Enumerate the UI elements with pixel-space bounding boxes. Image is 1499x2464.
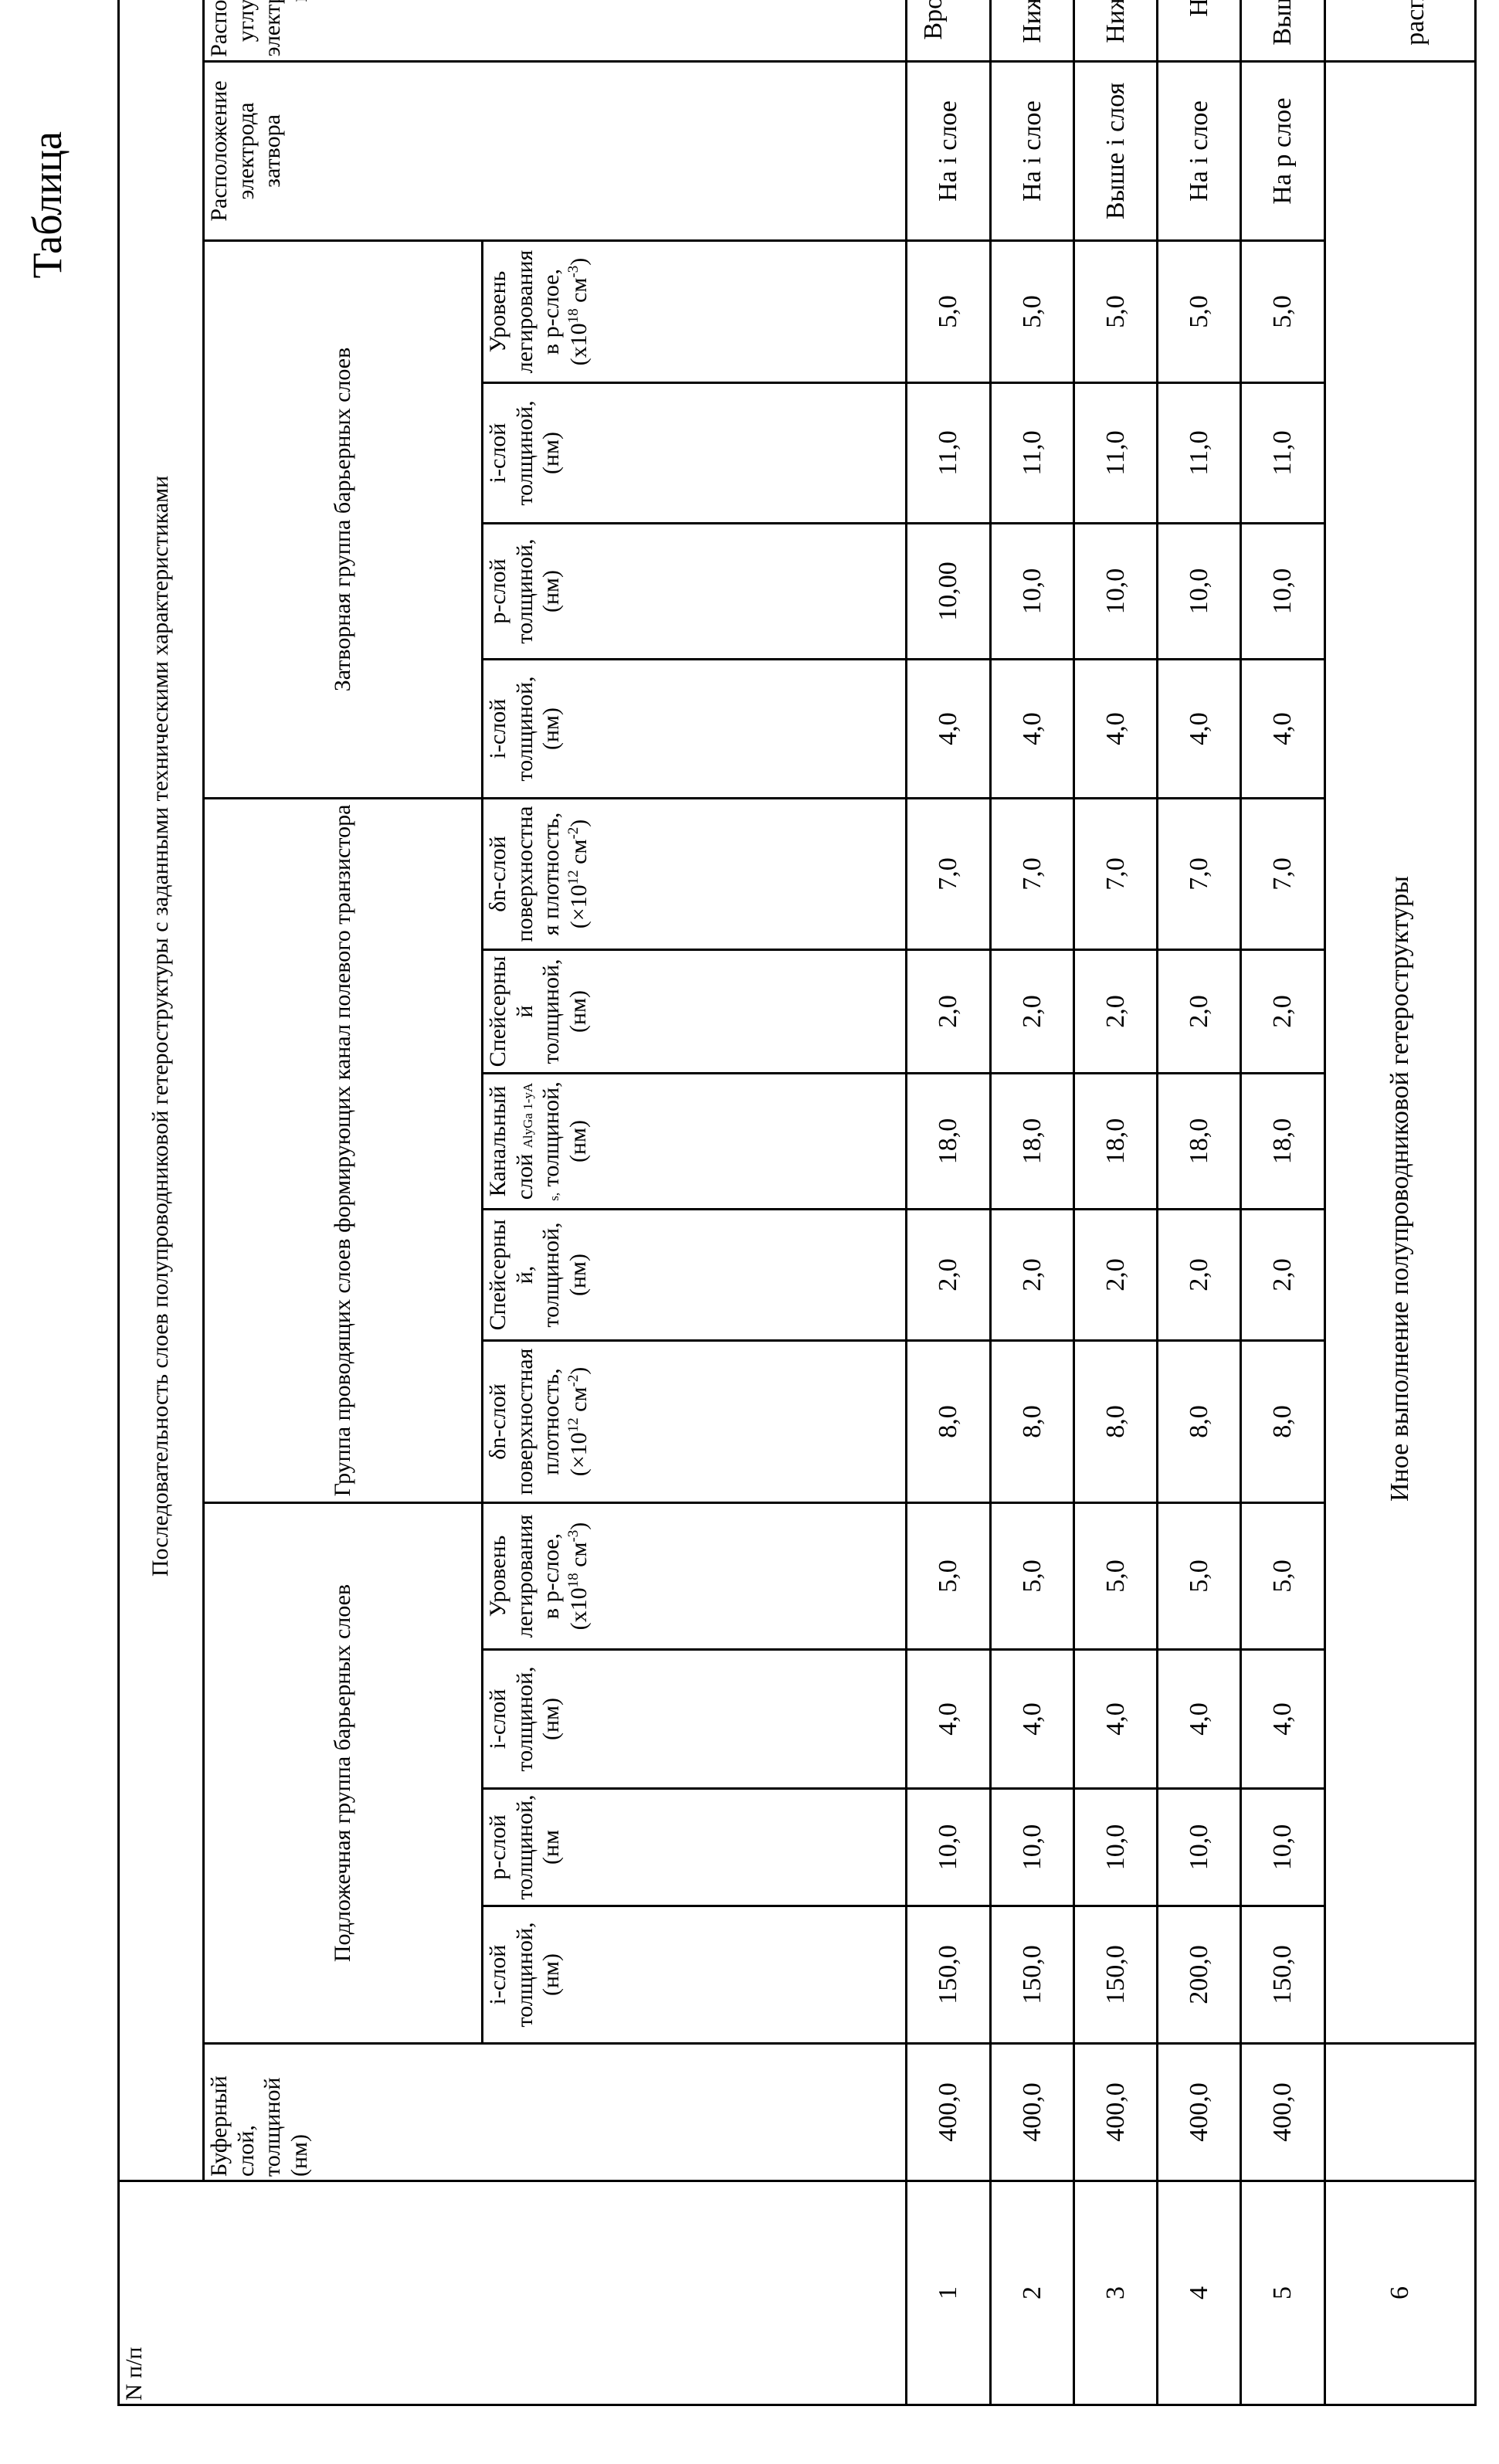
doping-exp: 18	[565, 1573, 582, 1587]
doping-unit-exp: -3	[565, 1530, 582, 1543]
cell-s-i2: 4,0	[1241, 1650, 1324, 1789]
table-row-6	[1324, 0, 1475, 2405]
cell-s-i: 150,0	[907, 1906, 990, 2044]
cell-c-dn1: 8,0	[1158, 1341, 1241, 1503]
header-gate-doping: Уровень легирования в p-слое, (x1018 см-3)	[483, 241, 907, 383]
cell-s-dop: 5,0	[907, 1503, 990, 1650]
cell-c-ch: 18,0	[907, 1074, 990, 1210]
cell-c-sp1: 2,0	[907, 1210, 990, 1341]
cell-buffer: 400,0	[990, 2044, 1073, 2181]
cell-buffer: 400,0	[907, 2044, 990, 2181]
cell-c-dn2: 7,0	[1158, 799, 1241, 950]
cell-g-p: 10,0	[1241, 524, 1324, 660]
cell-g-dop: 5,0	[1158, 241, 1241, 383]
doping-unit: см	[566, 1543, 592, 1567]
cell-gate: На i слое	[907, 62, 990, 241]
cell-c-sp2: 2,0	[1241, 950, 1324, 1074]
cell-g-dop: 5,0	[990, 241, 1073, 383]
cell-n: 1	[907, 2181, 990, 2405]
cell-g-dop: 5,0	[1241, 241, 1324, 383]
cell-s-i: 200,0	[1158, 1906, 1241, 2044]
cell-c-dn2: 7,0	[1241, 799, 1324, 950]
cell-other-structure: Иное выполнение полупроводниковой гетероструктуры	[1324, 62, 1475, 2044]
doping-label: Уровень легирования в p-слое, (x10	[485, 1515, 592, 1638]
header-cond-spacer2: Спейсерный толщиной, (нм)	[483, 950, 907, 1074]
results-table	[117, 0, 1477, 2406]
cell-c-sp2: 2,0	[1073, 950, 1157, 1074]
header-sub-i: i-слой толщиной, (нм)	[483, 1906, 907, 2044]
dn-label: δn-слой поверхностная плотность, (×10	[485, 1349, 592, 1495]
cell-gate: На i слое	[1158, 62, 1241, 241]
cell-c-sp2: 2,0	[1158, 950, 1241, 1074]
cell-gate: Выше i слоя	[1073, 62, 1157, 241]
doping-exp: 18	[565, 308, 582, 323]
cell-s-p: 10,0	[990, 1789, 1073, 1906]
header-gate-i2: i-слой толщиной, (нм)	[483, 383, 907, 524]
cell-c-dn1: 8,0	[1241, 1341, 1324, 1503]
cell-s-p: 10,0	[1158, 1789, 1241, 1906]
header-sub-doping: Уровень легирования в p-слое, (x1018 см-3)	[483, 1503, 907, 1650]
header-conduct-group: Группа проводящих слоев формирующих канал полевого транзистора	[204, 799, 483, 1503]
table-row	[907, 0, 990, 2405]
header-gate-group: Затворная группа барьерных слоев	[204, 241, 483, 799]
cell-n: 2	[990, 2181, 1073, 2405]
header-sequence: Последовательность слоев полупроводниковой гетероструктуры с заданными техническими характеристиками	[119, 0, 204, 2181]
cell-s-dop: 5,0	[1241, 1503, 1324, 1650]
dn-label: δn-слой поверхностная плотность, (×10	[485, 806, 592, 942]
dn-unit: см	[566, 1387, 592, 1412]
cell-recess	[1073, 0, 1157, 62]
cell-g-p: 10,00	[907, 524, 990, 660]
cell-recess	[1158, 0, 1241, 62]
cell-s-i2: 4,0	[1158, 1650, 1241, 1789]
header-cond-dn1: δn-слой поверхностная плотность, (×1012 см-2)	[483, 1341, 907, 1503]
cell-c-sp1: 2,0	[1241, 1210, 1324, 1341]
cell-s-dop: 5,0	[1073, 1503, 1157, 1650]
doping-unit: см	[566, 278, 592, 303]
cell-gate: На p слое	[1241, 62, 1324, 241]
cell-c-ch: 18,0	[1073, 1074, 1157, 1210]
cell-g-i2: 11,0	[1073, 383, 1157, 524]
header-cond-channel	[483, 1074, 907, 1210]
page-title: Таблица	[23, 131, 71, 278]
cell-c-sp2: 2,0	[990, 950, 1073, 1074]
cell-n: 4	[1158, 2181, 1241, 2405]
cell-gate	[1324, 0, 1475, 62]
header-gate-p: p-слой толщиной, (нм)	[483, 524, 907, 660]
cell-c-dn1: 8,0	[907, 1341, 990, 1503]
cell-s-p: 10,0	[1073, 1789, 1157, 1906]
cell-s-i2: 4,0	[990, 1650, 1073, 1789]
cell-g-i: 4,0	[990, 660, 1073, 799]
dn-exp: 12	[565, 1417, 582, 1432]
cell-n: 6	[1324, 2181, 1475, 2405]
rotated-page	[0, 0, 1499, 2464]
cell-g-i: 4,0	[1158, 660, 1241, 799]
doping-unit-exp: -3	[565, 266, 582, 278]
table-row	[1073, 0, 1157, 2405]
cell-g-i2: 11,0	[1241, 383, 1324, 524]
cell-c-ch: 18,0	[1241, 1074, 1324, 1210]
header-cond-spacer1: Спейсерный, толщиной, (нм)	[483, 1210, 907, 1341]
header-sub-i2: i-слой толщиной, (нм)	[483, 1650, 907, 1789]
cell-gate: На i слое	[990, 62, 1073, 241]
cell-c-dn2: 7,0	[907, 799, 990, 950]
cell-s-i: 150,0	[1073, 1906, 1157, 2044]
cell-c-sp2: 2,0	[907, 950, 990, 1074]
dn-unit-exp: -2	[565, 827, 582, 840]
cell-g-i: 4,0	[907, 660, 990, 799]
cell-buffer: 400,0	[1073, 2044, 1157, 2181]
cell-g-dop: 5,0	[907, 241, 990, 383]
cell-buffer: 400,0	[1241, 2044, 1324, 2181]
table-row	[1158, 0, 1241, 2405]
cell-g-i2: 11,0	[990, 383, 1073, 524]
header-substrate-group: Подложечная группа барьерных слоев	[204, 1503, 483, 2044]
cell-n: 5	[1241, 2181, 1324, 2405]
cell-g-i: 4,0	[1073, 660, 1157, 799]
cell-c-sp1: 2,0	[1158, 1210, 1241, 1341]
channel-label: Канальный слой	[485, 1086, 538, 1200]
header-gate-i: i-слой толщиной, (нм)	[483, 660, 907, 799]
cell-n: 3	[1073, 2181, 1157, 2405]
cell-c-ch: 18,0	[1158, 1074, 1241, 1210]
cell-s-dop: 5,0	[1158, 1503, 1241, 1650]
cell-g-dop: 5,0	[1073, 241, 1157, 383]
cell-g-p: 10,0	[1073, 524, 1157, 660]
cell-s-i2: 4,0	[1073, 1650, 1157, 1789]
cell-c-dn1: 8,0	[990, 1341, 1073, 1503]
cell-buffer-empty	[1324, 2044, 1475, 2181]
cell-recess	[1241, 0, 1324, 62]
cell-g-i: 4,0	[1241, 660, 1324, 799]
header-recess	[204, 0, 907, 62]
cell-recess	[990, 0, 1073, 62]
cell-g-i2: 11,0	[1158, 383, 1241, 524]
table-row	[1241, 0, 1324, 2405]
cell-c-dn2: 7,0	[1073, 799, 1157, 950]
header-gate-electrode: Расположение электрода затвора	[204, 62, 907, 241]
cell-recess	[907, 0, 990, 62]
doping-label: Уровень легирования в p-слое, (x10	[485, 250, 592, 374]
cell-s-i: 150,0	[1241, 1906, 1324, 2044]
dn-unit: см	[566, 840, 592, 864]
dn-unit-exp: -2	[565, 1375, 582, 1387]
dn-exp: 12	[565, 870, 582, 884]
cell-buffer: 400,0	[1158, 2044, 1241, 2181]
cell-g-p: 10,0	[990, 524, 1073, 660]
cell-c-dn1: 8,0	[1073, 1341, 1157, 1503]
header-cond-dn2: δn-слой поверхностная плотность, (×1012 см-2)	[483, 799, 907, 950]
cell-g-p: 10,0	[1158, 524, 1241, 660]
header-sub-p: p-слой толщиной, (нм	[483, 1789, 907, 1906]
channel-unit: толщиной, (нм)	[538, 1081, 591, 1186]
cell-g-i2: 11,0	[907, 383, 990, 524]
header-buffer: Буферный слой, толщиной (нм)	[204, 2044, 907, 2181]
cell-c-sp1: 2,0	[990, 1210, 1073, 1341]
cell-s-i2: 4,0	[907, 1650, 990, 1789]
cell-s-dop: 5,0	[990, 1503, 1073, 1650]
cell-c-dn2: 7,0	[990, 799, 1073, 950]
cell-c-ch: 18,0	[990, 1074, 1073, 1210]
channel-formula: AlyGa 1-yA s,	[521, 1083, 562, 1201]
cell-c-sp1: 2,0	[1073, 1210, 1157, 1341]
header-num: N п/п	[119, 2181, 907, 2405]
table-row	[990, 0, 1073, 2405]
cell-s-i: 150,0	[990, 1906, 1073, 2044]
cell-s-p: 10,0	[1241, 1789, 1324, 1906]
cell-s-p: 10,0	[907, 1789, 990, 1906]
